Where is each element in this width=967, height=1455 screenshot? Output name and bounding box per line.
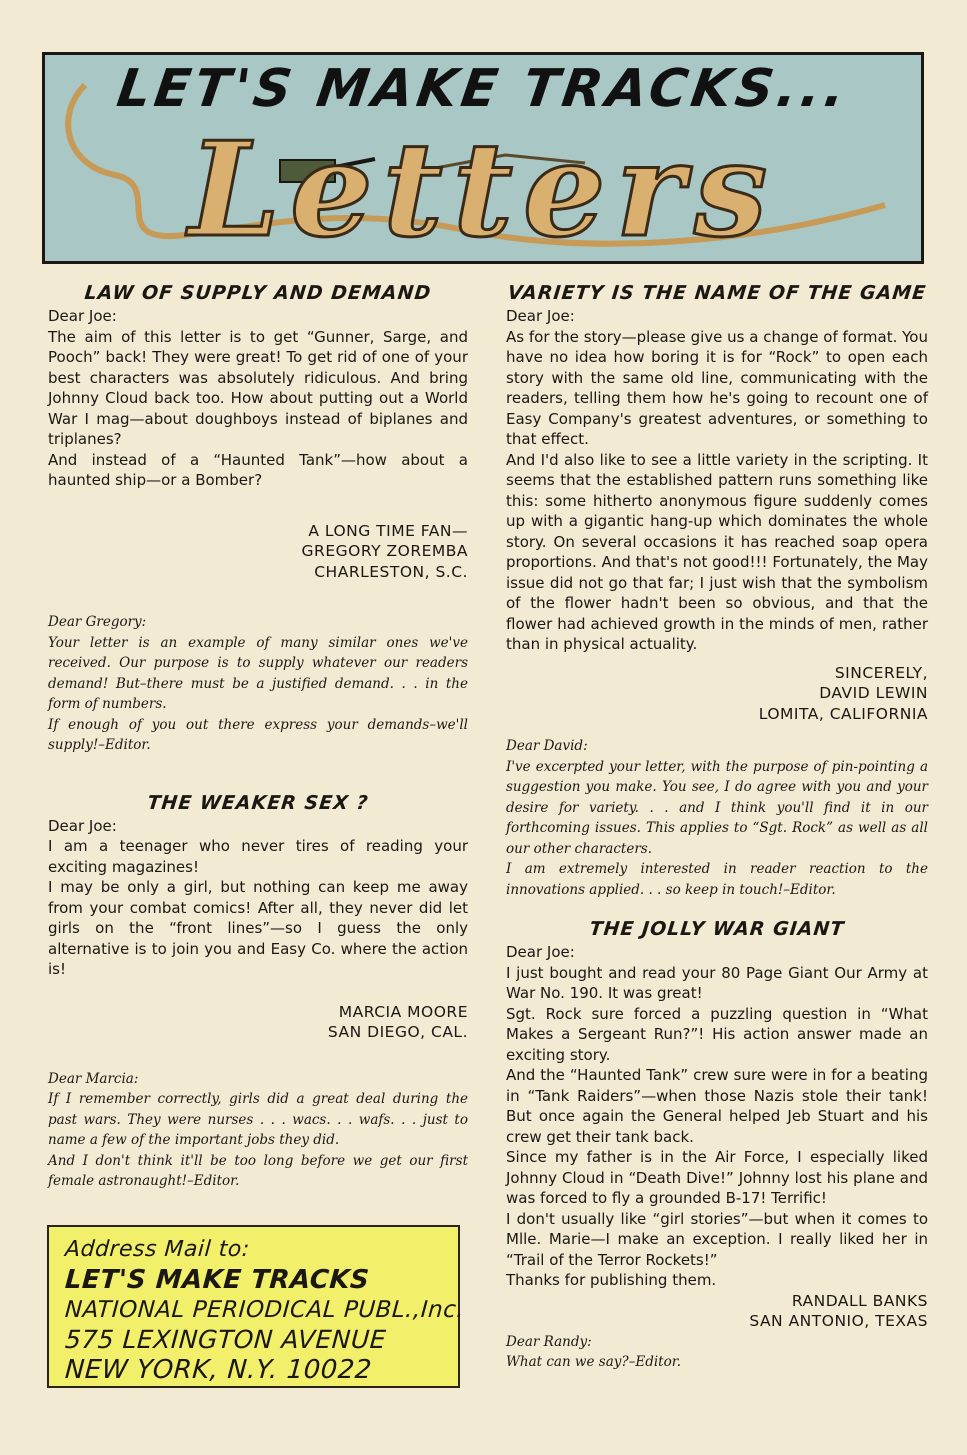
letter-heading: VARIETY IS THE NAME OF THE GAME (506, 282, 928, 304)
banner-title: LET'S MAKE TRACKS... (113, 59, 853, 119)
letter-greeting: Dear Joe: (48, 816, 117, 835)
editor-reply: If enough of you out there express your demands–we'll supply!–Editor. (48, 716, 468, 753)
signature-line: MARCIA MOORE (338, 1002, 468, 1021)
left-column (48, 280, 468, 1192)
address-line: NEW YORK, N.Y. 10022 (63, 1355, 373, 1385)
letter-jolly-war-giant (506, 916, 928, 1373)
editor-reply: I've excerpted your letter, with the purpose of pin-pointing a suggestion you make. You see, I do agree with you and your desire for variety. . . and I think you'll find it in our forthcoming issues. This applies to “Sgt. Rock” as well as all our other characters. (506, 758, 928, 857)
editor-reply: What can we say?–Editor. (506, 1354, 681, 1370)
editor-reply: I am extremely interested in reader reaction to the innovations applied. . . so keep in touch!–Editor. (506, 861, 928, 898)
letter-supply-demand (48, 280, 468, 756)
editor-reply: If I remember correctly, girls did a great deal during the past wars. They were nurses . . . wacs. . . wafs. . . just to name a few of the important jobs they did. (48, 1091, 468, 1148)
banner-script-letters: Letters (188, 113, 778, 264)
letter-weaker-sex (48, 790, 468, 1192)
address-line: Address Mail to: (64, 1237, 251, 1262)
letter-paragraph: The aim of this letter is to get “Gunner, Sarge, and Pooch” back! They were great! To get rid of one of your best characters was absolutely ridiculous. And bring Johnny Cloud back too. How about putting out a World War I mag—about doughboys instead of biplanes and triplanes? (48, 327, 468, 448)
signature-line: SINCERELY, (834, 663, 928, 682)
reply-greeting: Dear David: (506, 738, 588, 754)
address-line: LET'S MAKE TRACKS (63, 1265, 371, 1295)
letter-paragraph: I don't usually like “girl stories”—but when it comes to Mlle. Marie—I make an exception. I really liked her in “Trail of the Terror Rockets!” (506, 1209, 928, 1269)
letter-greeting: Dear Joe: (506, 943, 575, 961)
signature-line: A LONG TIME FAN— (308, 521, 468, 540)
address-line: NATIONAL PERIODICAL PUBL.,Inc. (64, 1297, 466, 1323)
letter-paragraph: And instead of a “Haunted Tank”—how about a haunted ship—or a Bomber? (48, 450, 468, 489)
editor-reply: Your letter is an example of many similar ones we've received. Our purpose is to supply whatever our readers demand! But–there must be a justified demand. . . in the form of numbers. (48, 634, 468, 712)
letter-heading: THE JOLLY WAR GIANT (588, 918, 846, 940)
letter-paragraph: I am a teenager who never tires of reading your exciting magazines! (48, 837, 468, 876)
reply-greeting: Dear Randy: (506, 1333, 592, 1350)
signature-line: GREGORY ZOREMBA (301, 542, 468, 560)
letter-heading: LAW OF SUPPLY AND DEMAND (83, 282, 433, 304)
signature-line: SAN DIEGO, CAL. (327, 1023, 468, 1041)
signature-line: LOMITA, CALIFORNIA (758, 704, 928, 723)
letter-variety (506, 280, 928, 900)
reply-greeting: Dear Gregory: (48, 614, 147, 630)
letter-paragraph: And I'd also like to see a little variety in the scripting. It seems that the established pattern runs something like this: some hitherto anonymous figure suddenly comes up with a gigantic hang-up which dominates the whole story. On several occasions it has reached soap opera proportions. And that's not good!!! Fortunately, the May issue did not go that far; I just wish that the symbolism of the flower hadn't been so obvious, and that the flower had achieved growth in the minds of men, rather than in physical actuality. (506, 450, 928, 653)
letter-paragraph: Thanks for publishing them. (506, 1271, 717, 1289)
letter-paragraph: Sgt. Rock sure forced a puzzling question in “What Makes a Sergeant Run?”! His action answer made an exciting story. (506, 1004, 928, 1064)
signature-line: RANDALL BANKS (791, 1291, 928, 1310)
letter-paragraph: I may be only a girl, but nothing can keep me away from your combat comics! After all, they never did let girls on the “front lines”—so I guess the only alternative is to join you and Easy Co. where the action is! (48, 878, 468, 978)
letter-paragraph: And the “Haunted Tank” crew sure were in for a beating in “Tank Raiders”—when those Nazis stole their tank! But once again the General helped Jeb Stuart and his crew get their tank back. (506, 1066, 928, 1146)
signature-line: DAVID LEWIN (819, 684, 928, 702)
letter-paragraph: I just bought and read your 80 Page Giant Our Army at War No. 190. It was great! (506, 963, 928, 1002)
letter-greeting: Dear Joe: (48, 307, 117, 325)
letter-paragraph: Since my father is in the Air Force, I especially liked Johnny Cloud in “Death Dive!” Johnny lost his plane and was forced to fly a grounded B-17! Terrific! (506, 1148, 928, 1207)
letter-paragraph: As for the story—please give us a change of format. You have no idea how boring it is for “Rock” to open each story with the same old line, communicating with the readers, telling them how he's going to recount one of Easy Company's greatest adventures, or something to that effect. (506, 327, 928, 448)
address-line: 575 LEXINGTON AVENUE (64, 1325, 388, 1354)
right-column (506, 280, 928, 1373)
letter-greeting: Dear Joe: (506, 307, 575, 325)
editor-reply: And I don't think it'll be too long before we get our first female astronaught!–Editor. (48, 1152, 468, 1189)
signature-line: CHARLESTON, S.C. (314, 562, 468, 581)
letter-heading: THE WEAKER SEX ? (146, 791, 370, 814)
signature-line: SAN ANTONIO, TEXAS (749, 1312, 928, 1330)
header-banner (42, 52, 924, 264)
mailing-address-box (47, 1225, 466, 1388)
reply-greeting: Dear Marcia: (48, 1070, 139, 1087)
